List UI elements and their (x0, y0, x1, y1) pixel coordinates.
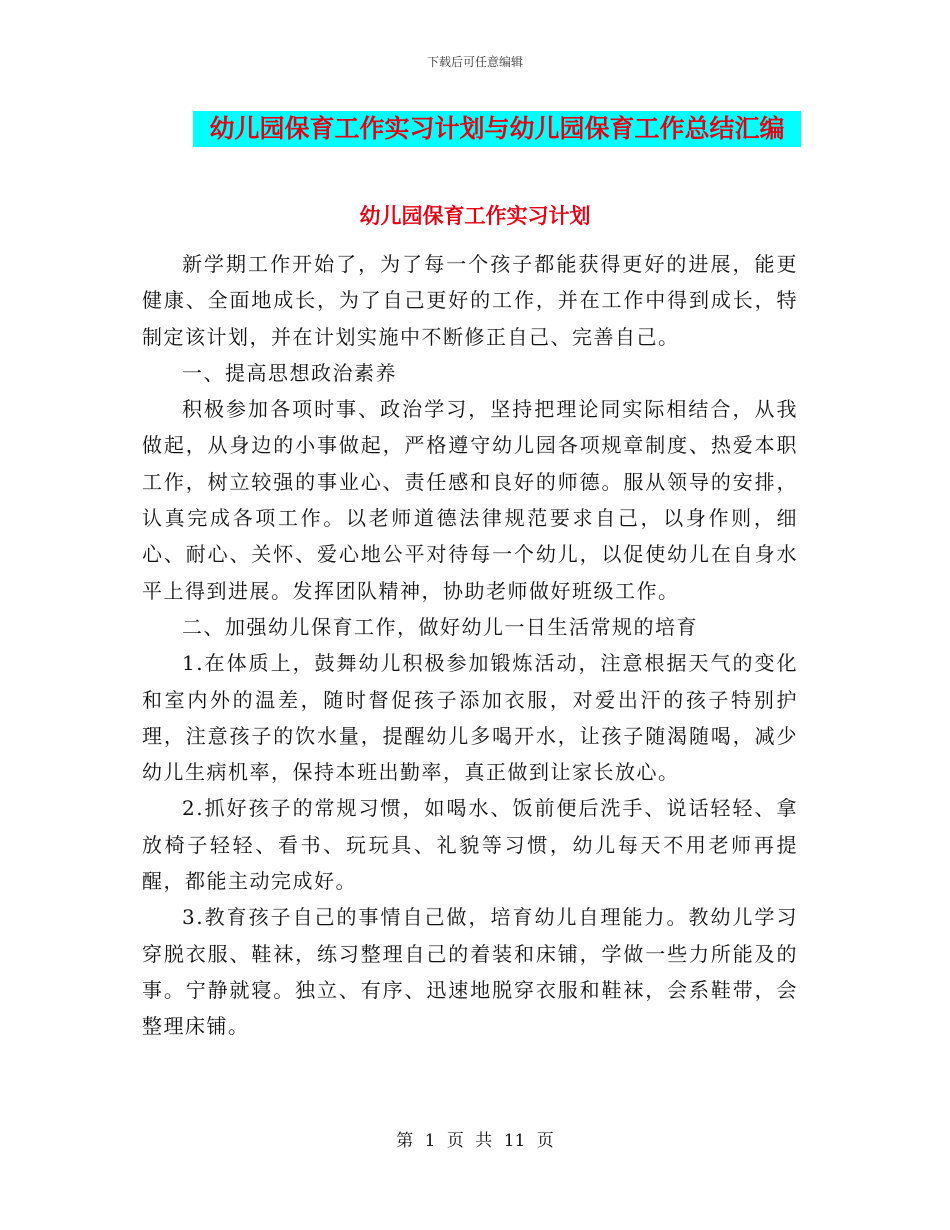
heading-political-quality: 一、提高思想政治素养 (182, 360, 397, 385)
paragraph-political-quality: 积极参加各项时事、政治学习，坚持把理论同实际相结合，从我做起，从身边的小事做起，严格遵守幼儿园各项规章制度、热爱本职工作，树立较强的事业心、责任感和良好的师德。服从领导的安排，认真完成各项工作。以老师道德法律规范要求自己，以身作则，细心、耐心、关怀、爱心地公平对待每一个幼儿，以促使幼儿在自身水平上得到进展。发挥团队精神，协助老师做好班级工作。 (142, 397, 798, 603)
paragraph-intro: 新学期工作开始了，为了每一个孩子都能获得更好的进展，能更健康、全面地成长，为了自己更好的工作，并在工作中得到成长，特制定该计划，并在计划实施中不断修正自己、完善自己。 (142, 252, 798, 349)
page-footer: 第 1 页 共 11 页 (396, 1131, 554, 1151)
section-title: 幼儿园保育工作实习计划 (359, 204, 591, 228)
paragraph-item-3: 3.教育孩子自己的事情自己做，培育幼儿自理能力。教幼儿学习穿脱衣服、鞋袜，练习整理自己的着装和床铺，学做一些力所能及的事。宁静就寝。独立、有序、迅速地脱穿衣服和鞋袜，会系鞋带，会整理床铺。 (142, 905, 798, 1039)
paragraph-item-2: 2.抓好孩子的常规习惯，如喝水、饭前便后洗手、说话轻轻、拿放椅子轻轻、看书、玩玩具、礼貌等习惯，幼儿每天不用老师再提醒，都能主动完成好。 (142, 796, 798, 894)
paragraph-item-1: 1.在体质上，鼓舞幼儿积极参加锻炼活动，注意根据天气的变化和室内外的温差，随时督促孩子添加衣服，对爱出汗的孩子特别护理，注意孩子的饮水量，提醒幼儿多喝开水，让孩子随渴随喝，减少幼儿生病机率，保持本班出勤率，真正做到让家长放心。 (142, 651, 798, 785)
document-body (142, 246, 798, 1045)
document-title: 幼儿园保育工作实习计划与幼儿园保育工作总结汇编 (209, 114, 785, 143)
header-note: 下载后可任意编辑 (426, 55, 523, 69)
document-title-highlight (193, 111, 801, 147)
heading-childcare-work: 二、加强幼儿保育工作，做好幼儿一日生活常规的培育 (182, 614, 698, 639)
